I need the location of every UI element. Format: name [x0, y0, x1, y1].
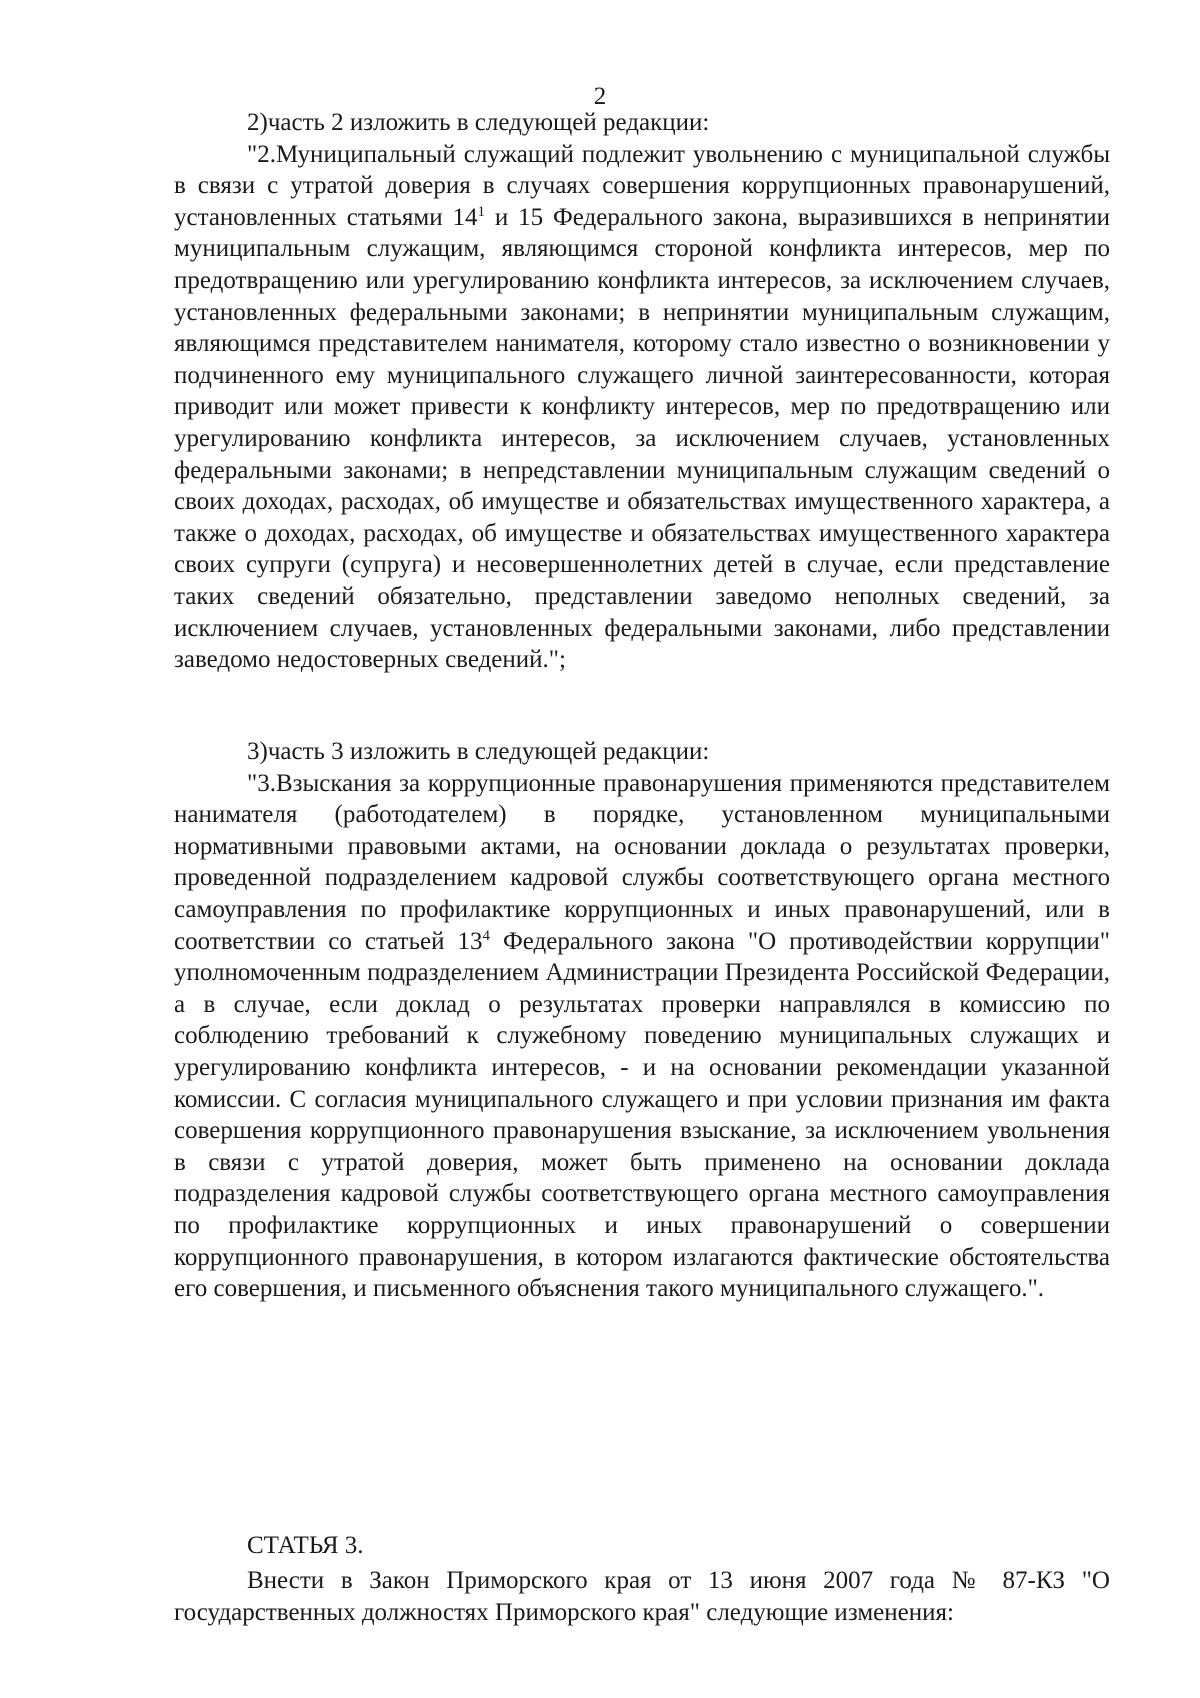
amendment-2-text-main: "2.Муниципальный служащий подлежит увольнению с муниципальной службы в связи с утратой доверия в случаях совершения коррупционных правонарушений, установленных статьями 14 [174, 140, 1110, 231]
page-number: 2 [593, 83, 607, 110]
amendment-2-text-rest: и 15 Федерального закона, выразившихся в непринятии муниципальным служащим, являющимся стороной конфликта интересов, мер по предотвращению или урегулированию конфликта интересов, за исключением случаев, установленных федеральными законами; в непринятии муниципальным служащим, являющимся представителем нанимателя, которому стало известно о возникновении у подчиненного ему муниципального служащего личной заинтересованности, которая приводит или может привести к конфликту интересов, мер по предотвращению или урегулированию конфликта интересов, за исключением случаев, установленных федеральными законами; в непредставлении муниципальным служащим сведений о своих доходах, расходах, об имуществе и обязательствах имущественного характера, а также о доходах, расходах, об имуществе и обязательствах имущественного характера своих супруги (супруга) и несовершеннолетних детей в случае, если представление таких сведений обязательно, представлении заведомо неполных сведений, за исключением случаев, установленных федеральными законами, либо представлении заведомо недостоверных сведений."; [174, 203, 1110, 674]
amendment-2-block [174, 107, 1110, 676]
amendment-3-text [174, 768, 1110, 1305]
amendment-2-instruction: 2)часть 2 изложить в следующей редакции: [247, 109, 710, 136]
amendment-3-block [174, 736, 1110, 1305]
article-3-intro: Внести в Закон Приморского края от 13 июня 2007 года № 87-КЗ "О государственных должностях Приморского края" следующие изменения: [174, 1567, 1110, 1626]
article-3-intro-block [174, 1565, 1110, 1629]
article-heading: СТАТЬЯ 3. [247, 1532, 364, 1559]
amendment-3-instruction: 3)часть 3 изложить в следующей редакции: [247, 738, 710, 765]
amendment-3-text-rest: Федерального закона "О противодействии коррупции" уполномоченным подразделением Администрации Президента Российской Федерации, а в случае, если доклад о результатах проверки направлялся в комиссию по соблюдению требований к служебному поведению муниципальных служащих и урегулированию конфликта интересов, - и на основании рекомендации указанной комиссии. С согласия муниципального служащего и при условии признания им факта совершения коррупционного правонарушения взыскание, за исключением увольнения в связи с утратой доверия, может быть применено на основании доклада подразделения кадровой службы соответствующего органа местного самоуправления по профилактике коррупционных и иных правонарушений о совершении коррупционного правонарушения, в котором излагаются фактические обстоятельства его совершения, и письменного объяснения такого муниципального служащего.". [174, 927, 1110, 1303]
amendment-2-text [174, 139, 1110, 676]
amendment-2-superscript: 1 [477, 203, 485, 220]
amendment-3-text-main: "3.Взыскания за коррупционные правонарушения применяются представителем нанимателя (работодателем) в порядке, установленном муниципальными нормативными правовыми актами, на основании доклада о результатах проверки, проведенной подразделением кадровой службы соответствующего органа местного самоуправления по профилактике коррупционных и иных правонарушений, или в соответствии со статьей 13 [174, 769, 1110, 955]
amendment-3-superscript: 4 [482, 927, 490, 944]
